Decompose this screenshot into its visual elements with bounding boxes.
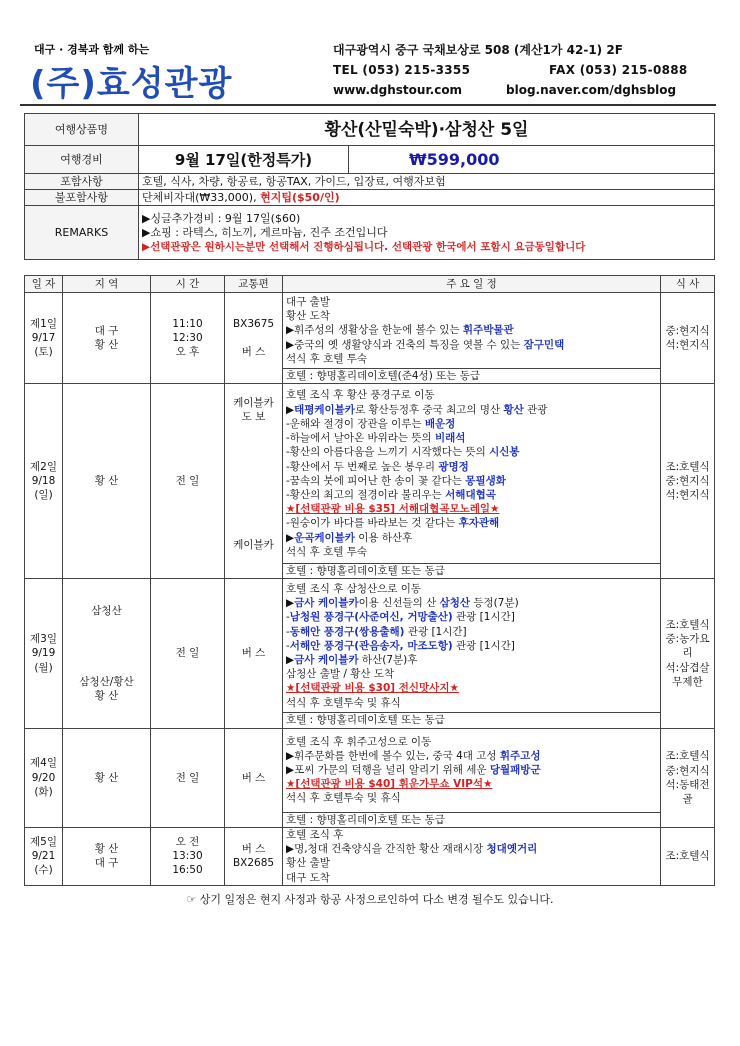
attraction-name: 배운정 [424,417,456,430]
remarks-single: ▶싱글추가경비 : 9월 17일($60) [142,211,301,225]
excluded-label: 불포함사항 [25,190,139,206]
remarks [139,206,715,260]
line-text: ▶ [286,403,295,416]
product-label: 여행상품명 [25,114,139,146]
line-text: 석식 후 호텔 투숙 [286,352,368,365]
cell-line: 오 전 [175,836,200,848]
itinerary-line [286,545,657,559]
itinerary-day-row [25,827,715,885]
tour-info-table [24,113,715,260]
line-text: -하늘에서 날아온 바위라는 뜻의 [286,432,435,445]
line-text: 호텔 조식 후 삼청산으로 이동 [286,582,422,595]
optional-tour-note: ★[선택관광 비용 $40] 휘운가무쇼 VIP석★ [286,778,493,791]
itinerary-day-row [25,384,715,564]
itinerary-line [286,828,657,842]
column-header: 교통편 [225,276,283,293]
attraction-name: 잠구민택 [523,338,565,351]
attraction-name: 휘주고성 [499,749,541,762]
cell-line [228,496,279,510]
line-text: 석식 후 호텔투숙 및 휴식 [286,792,401,805]
attraction-name: 금사 케이블카 [294,654,359,666]
line-text: 석식 후 호텔 투숙 [286,545,368,558]
cell-line: 중:현지식 [665,475,710,488]
cell-line: BX2685 [232,857,275,870]
itinerary-line [286,763,657,777]
cell-line: 삼청산 [91,604,122,617]
itinerary-line [286,352,657,366]
cell-line: 황 산 [94,771,119,784]
itinerary-line [286,388,657,402]
itinerary-line [286,531,657,545]
itinerary-table [24,275,715,886]
cell-line [228,439,279,453]
line-text: 등정(7분) [470,597,519,610]
schedule-disclaimer: ☞ 상기 일정은 현지 사정과 항공 사정으로인하여 다소 변경 될수도 있습니다. [186,893,554,906]
day-dow: (화) [34,785,53,798]
day-date: 9/18 [31,475,56,488]
transport-cell [225,827,283,885]
line-text: -황산에서 두 번째로 높은 봉우리 [286,460,439,473]
product-name: 황산(산밑숙박)·삼청산 5일 [139,114,715,146]
line-text: 관광 [523,403,548,416]
cell-line: BX3675 [232,317,275,330]
cell-line: 버 스 [241,843,266,856]
cell-line: 전 일 [175,647,200,660]
attraction-name: 동해안 풍경구(쌍용출해) [289,625,405,638]
line-text: 호텔 조식 후 휘주고성으로 이동 [286,735,432,748]
line-text: 관광 [1시간] [452,611,515,624]
tour-price: ₩599,000 [349,146,715,174]
hotel-info: 호텔 : 향명홀리데이호텔 또는 동급 [283,812,661,827]
meal-cell [661,728,715,827]
line-text: 호텔 조식 후 [286,828,344,841]
attraction-name: 운곡케이블카 [294,531,355,544]
day-dow: (수) [34,864,53,877]
line-text: 하산(7분)후 [358,654,418,666]
day-day: 제2일 [30,461,57,473]
itinerary-line [286,625,657,639]
remarks-shopping: ▶쇼핑 : 라텍스, 히노끼, 게르마늄, 진주 조건입니다 [142,225,388,239]
time-cell [151,579,225,728]
company-address: 대구광역시 중구 국채보상로 508 (계산1가 42-1) 2F [333,43,623,57]
line-text: -운해와 절경이 장관을 이루는 [286,417,425,430]
line-text: 황산 출발 [286,857,330,870]
transport-cell [225,384,283,579]
cell-line: 황 산 [94,843,119,856]
hotel-info: 호텔 : 향명홀리데이호텔(준4성) 또는 동급 [283,369,661,384]
cell-line [66,618,147,632]
meal-cell [661,579,715,728]
itinerary-line [286,431,657,445]
itinerary-day-row [25,728,715,812]
time-cell [151,293,225,384]
cell-line: 버 스 [241,771,266,784]
cell-line: 버 스 [241,647,266,660]
departure-date: 9월 17일(한정특가) [139,146,349,174]
cell-line: 삼청산/황산 [79,675,134,688]
column-header: 시 간 [151,276,225,293]
day-day: 제5일 [30,836,57,848]
line-text: -황산의 최고의 절경이라 불리우는 [286,488,446,501]
day-date: 9/17 [31,332,56,344]
itinerary-line [286,309,657,323]
line-text: 호텔 조식 후 황산 풍경구로 이동 [286,389,435,402]
cell-line [228,453,279,467]
time-cell [151,728,225,827]
itinerary-line [286,777,657,791]
cell-line: 중:현지식 [665,324,710,337]
itinerary-line [286,639,657,653]
attraction-name: 비래석 [435,432,466,445]
itinerary-day-row [25,293,715,369]
column-header: 지 역 [63,276,151,293]
day-date: 9/20 [31,771,56,784]
day-day: 제4일 [30,757,57,770]
attraction-name: 황산 [503,403,524,416]
cell-line: 16:50 [172,864,203,877]
itinerary-line [286,610,657,624]
line-text: 관광 [1시간] [404,625,467,638]
line-text: -황산의 아름다움을 느끼기 시작했다는 뜻의 [286,446,490,459]
cell-line: 석:현지식 [665,489,710,502]
cell-line: 석:동태전골 [665,778,710,805]
day-date: 9/21 [31,850,56,863]
itinerary-line [286,460,657,474]
day-cell [25,827,63,885]
cell-line: 전 일 [175,771,200,784]
day-date: 9/19 [31,647,56,660]
itinerary-line [286,474,657,488]
column-header: 주 요 일 정 [283,276,661,293]
cell-line [228,331,279,345]
itinerary-detail-cell [283,293,661,369]
time-cell [151,827,225,885]
line-text: - [286,625,290,638]
line-text: 관광 [1시간] [452,639,515,652]
line-text: ▶포씨 가문의 덕행을 널리 알리기 위해 세운 [286,764,490,776]
cell-line: 황 산 [94,475,119,488]
itinerary-line [286,596,657,610]
itinerary-line [286,735,657,749]
itinerary-line [286,653,657,667]
cell-line: 중:현지식 [665,764,710,777]
itinerary-line [286,667,657,681]
itinerary-line [286,403,657,417]
cell-line [228,424,279,438]
itinerary-line [286,856,657,870]
attraction-name: 서해안 풍경구(관음송자, 마조도항) [289,639,453,652]
line-text: ▶ [286,531,295,544]
line-text: ▶휘주성의 생활상을 한눈에 볼수 있는 [286,324,463,337]
line-text: - [286,611,290,624]
cell-line: 12:30 [172,332,203,344]
line-text: 대구 도착 [286,871,330,884]
line-text: 석식 후 호텔투숙 및 휴식 [286,696,401,709]
line-text: - [286,639,290,652]
price-label: 여행경비 [25,146,139,174]
line-text: ▶휘주문화를 한번에 볼수 있는, 중국 4대 고성 [286,749,500,762]
region-cell [63,579,151,728]
attraction-name: 청대옛거리 [486,843,538,856]
cell-line: 석:현지식 [665,339,710,352]
cell-line: 황 산 [94,339,119,352]
cell-line: 버 스 [241,346,266,359]
attraction-name: 시신봉 [489,446,520,459]
cell-line: 조:호텔식 [665,461,710,473]
company-tagline: 대구 · 경북과 함께 하는 [34,43,150,56]
cell-line: 케이블카 [233,397,274,410]
transport-cell [225,293,283,384]
attraction-name: 삼청산 [439,597,471,610]
optional-tour-note: ★[선택관광 비용 $30] 전신맛사지★ [286,682,459,695]
attraction-name: 서해대협곡 [445,488,496,501]
cell-line: 황 산 [94,690,119,703]
excluded-visa: 단체비자대(₩33,000), [142,190,261,204]
itinerary-line [286,488,657,502]
line-text: 삼청산 출발 / 황산 도착 [286,668,395,681]
line-text: ▶중국의 옛 생활양식과 건축의 특징을 엿볼 수 있는 [286,338,524,351]
attraction-name: 후자관해 [458,517,500,530]
day-cell [25,293,63,384]
cell-line: 조:호텔식 [665,619,710,631]
cell-line: 중:농가요리 [665,633,710,660]
excluded-tip: 현지팁($50/인) [260,190,340,204]
cell-line [228,481,279,495]
cell-line [228,552,279,566]
attraction-name: 몽필생화 [465,474,506,487]
attraction-name: 남청원 풍경구(사준여신, 거망출산) [289,611,453,624]
cell-line: 오 후 [175,346,200,359]
line-text: -원숭이가 바다를 바라보는 것 같다는 [286,517,459,530]
letterhead [0,0,740,110]
cell-line: 도 보 [241,411,266,424]
cell-line [228,510,279,524]
header-divider [20,104,716,106]
company-logo: (주)효성관광 [30,64,233,104]
itinerary-line [286,295,657,309]
day-dow: (월) [34,661,53,674]
line-text: ▶ [286,597,295,610]
cell-line: 13:30 [172,850,203,863]
itinerary-day-row [25,579,715,713]
company-fax: FAX (053) 215-0888 [549,63,688,77]
itinerary-detail-cell [283,827,661,885]
cell-line: 조:호텔식 [665,850,710,863]
line-text: ▶명,청대 건축양식을 간직한 황산 재래시장 [286,843,487,856]
line-text: 이용 신선들의 산 [358,597,440,610]
itinerary-detail-cell [283,579,661,713]
column-header: 식 사 [661,276,715,293]
day-day: 제1일 [30,317,57,330]
itinerary-line [286,323,657,337]
region-cell [63,384,151,579]
cell-line [66,646,147,660]
company-blog-link[interactable]: blog.naver.com/dghsblog [506,83,677,97]
itinerary-line [286,749,657,763]
optional-tour-note: ★[선택관광 비용 $35] 서해대협곡모노레일★ [286,503,500,516]
day-dow: (일) [34,489,53,502]
day-cell [25,728,63,827]
region-cell [63,293,151,384]
day-cell [25,384,63,579]
attraction-name: 태평케이블카 [294,403,355,416]
included-items: 호텔, 식사, 차량, 항공료, 항공TAX, 가이드, 입장료, 여행자보험 [139,174,715,190]
cell-line [228,524,279,538]
cell-line: 대 구 [94,324,119,337]
cell-line: 석:삼겹살 [665,661,710,674]
company-website-link[interactable]: www.dghstour.com [333,83,463,97]
line-text: 이용 하산후 [354,531,413,544]
itinerary-line [286,502,657,516]
itinerary-line [286,582,657,596]
excluded-items [139,190,715,206]
itinerary-detail-cell [283,728,661,812]
transport-cell [225,579,283,728]
itinerary-header-row [25,276,715,293]
itinerary-detail-cell [283,384,661,564]
itinerary-line [286,516,657,530]
column-header: 일 자 [25,276,63,293]
itinerary-line [286,696,657,710]
line-text: -꿈속의 붓에 피어난 한 송이 꽃 같다는 [286,474,466,487]
meal-cell [661,293,715,384]
cell-line: 무제한 [672,675,703,688]
attraction-name: 휘주박물관 [462,324,514,337]
cell-line [228,467,279,481]
attraction-name: 금사 케이블카 [294,597,359,610]
cell-line: 케이블카 [233,539,274,552]
hotel-info: 호텔 : 향명홀리데이호텔 또는 동급 [283,564,661,579]
remarks-label: REMARKS [25,206,139,260]
cell-line: 전 일 [175,475,200,488]
region-cell [63,827,151,885]
included-label: 포함사항 [25,174,139,190]
cell-line: 대 구 [94,857,119,870]
transport-cell [225,728,283,827]
cell-line [66,661,147,675]
meal-cell [661,384,715,579]
day-cell [25,579,63,728]
day-dow: (토) [34,346,53,359]
itinerary-line [286,417,657,431]
hotel-info: 호텔 : 향명홀리데이호텔 또는 동급 [283,713,661,728]
time-cell [151,384,225,579]
itinerary-line [286,445,657,459]
company-tel: TEL (053) 215-3355 [333,63,471,77]
region-cell [63,728,151,827]
cell-line: 조:호텔식 [665,750,710,763]
line-text: ▶ [286,654,295,666]
attraction-name: 광명정 [438,460,469,473]
attraction-name: 당월패방군 [489,764,541,776]
itinerary-line [286,842,657,856]
itinerary-line [286,338,657,352]
itinerary-line [286,871,657,885]
line-text: 황산 도착 [286,310,330,323]
itinerary-line [286,791,657,805]
itinerary-line [286,681,657,695]
meal-cell [661,827,715,885]
line-text: 로 황산등정후 중국 최고의 명산 [354,403,504,416]
cell-line: 11:10 [172,317,203,330]
remarks-optional-tour: ▶선택관광은 원하시는분만 선택해서 진행하심됩니다. 선택관광 한국에서 포함시 요금동일합니다 [142,240,586,253]
line-text: 대구 출발 [286,295,330,308]
day-day: 제3일 [30,633,57,646]
cell-line [66,632,147,646]
